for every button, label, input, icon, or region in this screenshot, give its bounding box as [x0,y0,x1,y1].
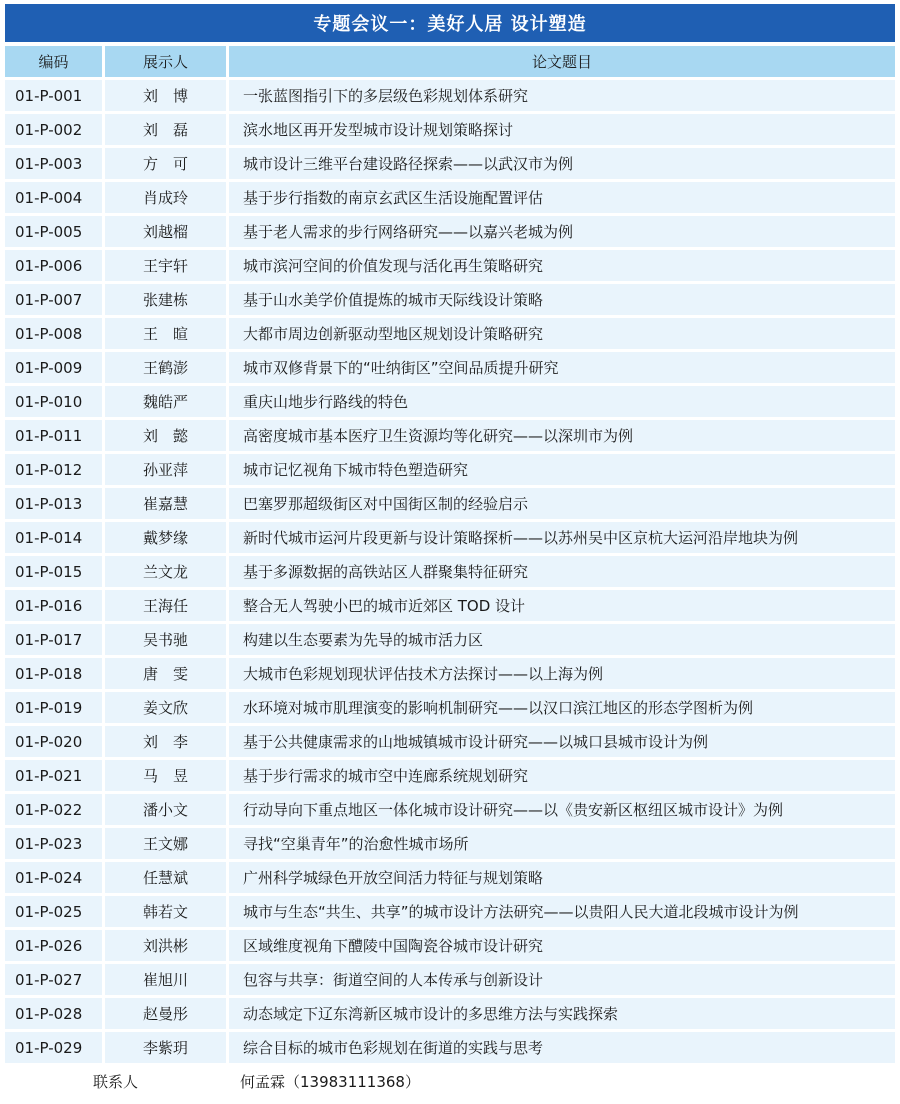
table-row [5,80,895,111]
paper-code: 01-P-001 [5,80,102,111]
table-row [5,284,895,315]
paper-title: 基于多源数据的高铁站区人群聚集特征研究 [226,556,895,587]
header-paper-title: 论文题目 [226,46,895,77]
paper-code: 01-P-015 [5,556,102,587]
paper-title: 城市记忆视角下城市特色塑造研究 [226,454,895,485]
table-row [5,658,895,689]
paper-title: 综合目标的城市色彩规划在街道的实践与思考 [226,1032,895,1063]
paper-code: 01-P-005 [5,216,102,247]
presenter-name: 王 暄 [102,318,226,349]
presenter-name: 戴梦缘 [102,522,226,553]
presenter-name: 兰文龙 [102,556,226,587]
paper-title: 巴塞罗那超级街区对中国街区制的经验启示 [226,488,895,519]
presenter-name: 刘 懿 [102,420,226,451]
paper-title: 城市与生态“共生、共享”的城市设计方法研究——以贵阳人民大道北段城市设计为例 [226,896,895,927]
table-row [5,726,895,757]
paper-title: 新时代城市运河片段更新与设计策略探析——以苏州吴中区京杭大运河沿岸地块为例 [226,522,895,553]
contact-label: 联系人 [92,1072,138,1091]
presenter-name: 魏皓严 [102,386,226,417]
paper-code: 01-P-010 [5,386,102,417]
paper-code: 01-P-011 [5,420,102,451]
table-row [5,250,895,281]
paper-code: 01-P-027 [5,964,102,995]
table-row [5,488,895,519]
presenter-name: 王鹤澎 [102,352,226,383]
paper-title: 基于步行需求的城市空中连廊系统规划研究 [226,760,895,791]
paper-code: 01-P-007 [5,284,102,315]
paper-code: 01-P-020 [5,726,102,757]
presenter-name: 韩若文 [102,896,226,927]
presenter-name: 唐 雯 [102,658,226,689]
presenter-name: 刘越榴 [102,216,226,247]
paper-code: 01-P-023 [5,828,102,859]
table-row [5,590,895,621]
table-row [5,964,895,995]
table-row [5,216,895,247]
presenter-name: 李紫玥 [102,1032,226,1063]
paper-code: 01-P-006 [5,250,102,281]
table-row [5,862,895,893]
paper-code: 01-P-021 [5,760,102,791]
paper-title: 大城市色彩规划现状评估技术方法探讨——以上海为例 [226,658,895,689]
header-code: 编码 [5,46,102,77]
paper-title: 广州科学城绿色开放空间活力特征与规划策略 [226,862,895,893]
table-row [5,522,895,553]
presenter-name: 崔嘉慧 [102,488,226,519]
paper-code: 01-P-008 [5,318,102,349]
table-row [5,420,895,451]
paper-code: 01-P-003 [5,148,102,179]
table-row [5,556,895,587]
paper-title: 基于山水美学价值提炼的城市天际线设计策略 [226,284,895,315]
table-row [5,930,895,961]
presenter-name: 方 可 [102,148,226,179]
session-title: 专题会议一：美好人居 设计塑造 [5,4,895,42]
table-row [5,828,895,859]
table-row [5,386,895,417]
paper-code: 01-P-025 [5,896,102,927]
paper-code: 01-P-029 [5,1032,102,1063]
paper-code: 01-P-009 [5,352,102,383]
presenter-name: 姜文欣 [102,692,226,723]
paper-code: 01-P-014 [5,522,102,553]
table-row [5,760,895,791]
paper-title: 滨水地区再开发型城市设计规划策略探讨 [226,114,895,145]
paper-code: 01-P-002 [5,114,102,145]
presenter-name: 王海任 [102,590,226,621]
paper-title: 城市设计三维平台建设路径探索——以武汉市为例 [226,148,895,179]
table-row [5,148,895,179]
table-row [5,794,895,825]
presenter-name: 吴书驰 [102,624,226,655]
presenter-name: 崔旭川 [102,964,226,995]
presenter-name: 任慧斌 [102,862,226,893]
contact-value: 何孟霖（13983111368） [240,1072,420,1091]
paper-title: 基于公共健康需求的山地城镇城市设计研究——以城口县城市设计为例 [226,726,895,757]
paper-title: 城市双修背景下的“吐纳街区”空间品质提升研究 [226,352,895,383]
paper-title: 动态域定下辽东湾新区城市设计的多思维方法与实践探索 [226,998,895,1029]
paper-title: 基于步行指数的南京玄武区生活设施配置评估 [226,182,895,213]
table-row [5,114,895,145]
paper-title: 整合无人驾驶小巴的城市近郊区 TOD 设计 [226,590,895,621]
table-row [5,352,895,383]
paper-title: 高密度城市基本医疗卫生资源均等化研究——以深圳市为例 [226,420,895,451]
presenter-name: 刘 博 [102,80,226,111]
presenter-name: 潘小文 [102,794,226,825]
paper-title: 一张蓝图指引下的多层级色彩规划体系研究 [226,80,895,111]
paper-code: 01-P-018 [5,658,102,689]
paper-title: 构建以生态要素为先导的城市活力区 [226,624,895,655]
paper-title: 行动导向下重点地区一体化城市设计研究——以《贵安新区枢纽区城市设计》为例 [226,794,895,825]
paper-title: 重庆山地步行路线的特色 [226,386,895,417]
presenter-name: 刘 李 [102,726,226,757]
paper-title: 大都市周边创新驱动型地区规划设计策略研究 [226,318,895,349]
presenter-name: 刘洪彬 [102,930,226,961]
paper-title: 城市滨河空间的价值发现与活化再生策略研究 [226,250,895,281]
contact-row [5,1066,895,1096]
table-header-row [5,46,895,77]
table-row [5,318,895,349]
paper-title: 寻找“空巢青年”的治愈性城市场所 [226,828,895,859]
table-row [5,1032,895,1063]
paper-code: 01-P-019 [5,692,102,723]
paper-code: 01-P-024 [5,862,102,893]
table-row [5,896,895,927]
presenter-name: 孙亚萍 [102,454,226,485]
presenter-name: 王宇轩 [102,250,226,281]
paper-code: 01-P-004 [5,182,102,213]
header-presenter: 展示人 [102,46,226,77]
paper-title: 水环境对城市肌理演变的影响机制研究——以汉口滨江地区的形态学图析为例 [226,692,895,723]
paper-title: 基于老人需求的步行网络研究——以嘉兴老城为例 [226,216,895,247]
paper-title: 包容与共享：街道空间的人本传承与创新设计 [226,964,895,995]
paper-code: 01-P-026 [5,930,102,961]
table-row [5,454,895,485]
paper-code: 01-P-017 [5,624,102,655]
paper-code: 01-P-022 [5,794,102,825]
paper-code: 01-P-016 [5,590,102,621]
paper-code: 01-P-013 [5,488,102,519]
table-row [5,998,895,1029]
presenter-name: 张建栋 [102,284,226,315]
table-row [5,182,895,213]
papers-table [5,43,895,1099]
paper-code: 01-P-012 [5,454,102,485]
presenter-name: 肖成玲 [102,182,226,213]
table-row [5,692,895,723]
presenter-name: 刘 磊 [102,114,226,145]
table-row [5,624,895,655]
paper-code: 01-P-028 [5,998,102,1029]
presenter-name: 王文娜 [102,828,226,859]
paper-title: 区域维度视角下醴陵中国陶瓷谷城市设计研究 [226,930,895,961]
presenter-name: 赵曼彤 [102,998,226,1029]
presenter-name: 马 昱 [102,760,226,791]
table-body [5,80,895,1063]
